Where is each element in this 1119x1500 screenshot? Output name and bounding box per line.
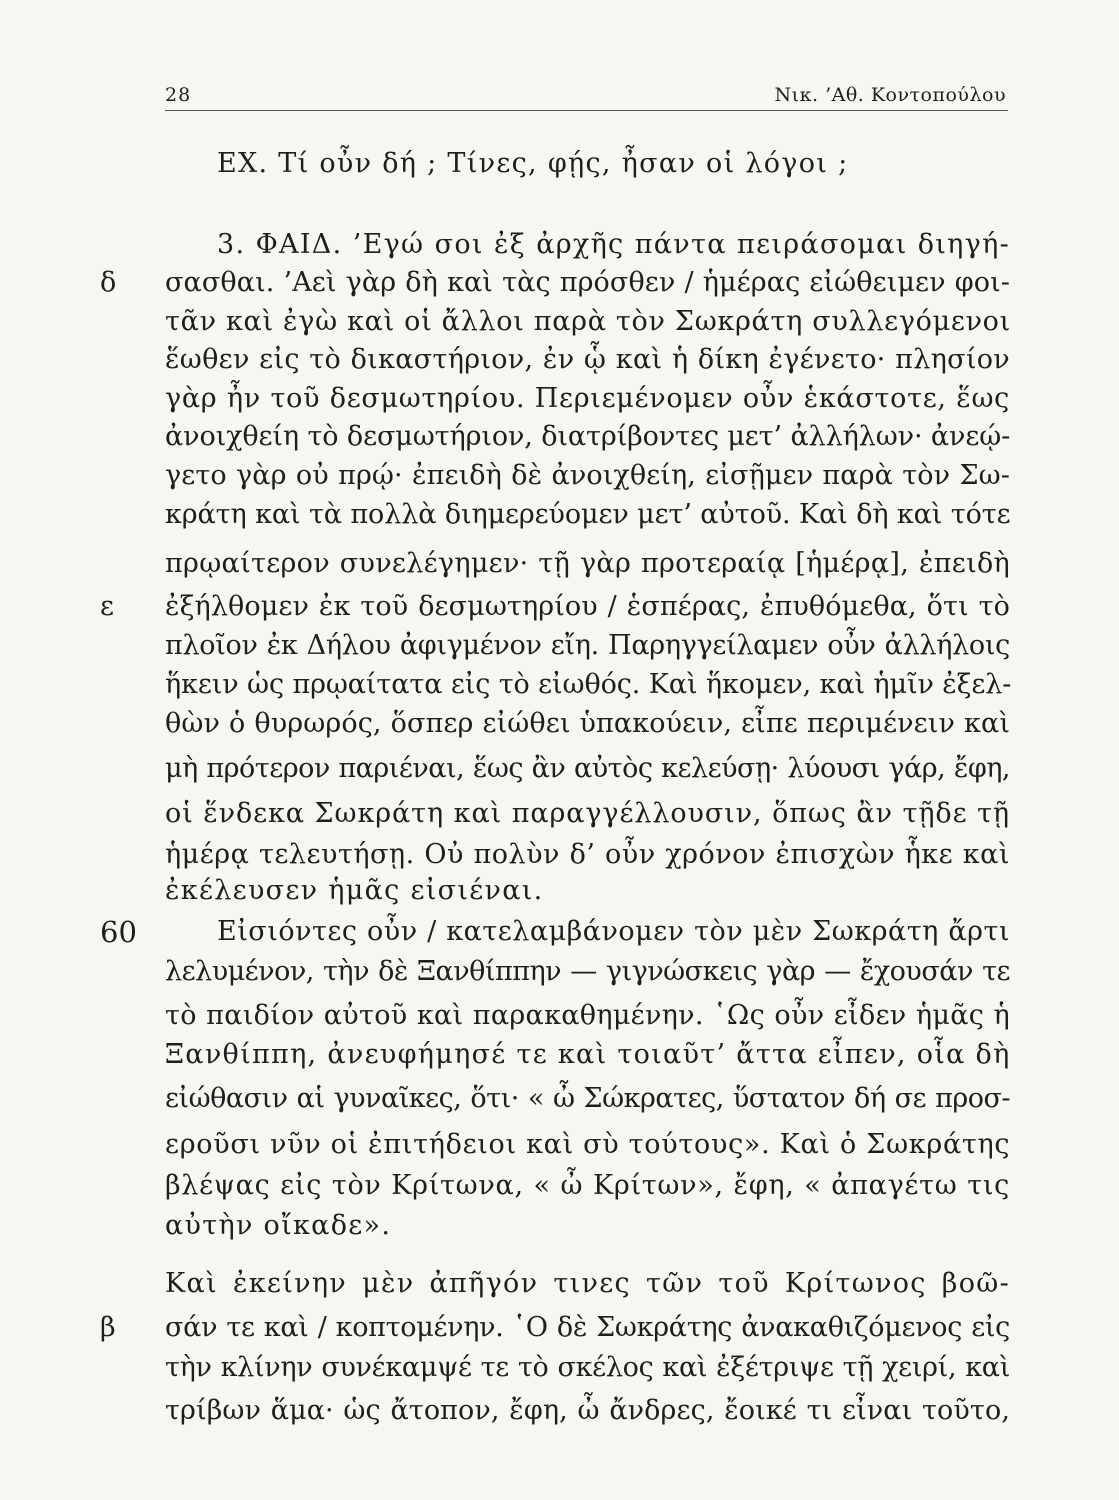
text-line: τρίβων ἅμα· ὡς ἄτοπον, ἔφη, ὦ ἄνδρες, ἔοικέ τι εἶναι τοῦτο, (165, 1395, 1010, 1426)
text-line: γετο γὰρ οὐ πρῴ· ἐπειδὴ δὲ ἀνοιχθείη, εἰσῇμεν παρὰ τὸν Σω- (165, 460, 1010, 491)
margin-mark-beta: β (100, 1312, 116, 1343)
text-line: θὼν ὁ θυρωρός, ὅσπερ εἰώθει ὑπακούειν, εἶπε περιμένειν καὶ (165, 708, 1010, 739)
text-line: ΕΧ. Τί οὖν δή ; Τίνες, φῄς, ἦσαν οἱ λόγοι ; (217, 148, 849, 179)
text-line: ἀνοιχθείη τὸ δεσμωτήριον, διατρίβοντες μετ’ ἀλλήλων· ἀνεῴ- (165, 421, 1011, 452)
text-line: ἕωθεν εἰς τὸ δικαστήριον, ἐν ᾧ καὶ ἡ δίκη ἐγένετο· πλησίον (165, 344, 1010, 375)
text-line: πλοῖον ἐκ Δήλου ἀφιγμένον εἴη. Παρηγγείλαμεν οὖν ἀλλήλοις (165, 630, 1010, 661)
text-line: τᾶν καὶ ἐγὼ καὶ οἱ ἄλλοι παρὰ τὸν Σωκράτη συλλεγόμενοι (165, 306, 1011, 337)
text-line: εροῦσι νῦν οἱ ἐπιτήδειοι καὶ σὺ τούτους». Καὶ ὁ Σωκράτης (165, 1129, 1011, 1160)
text-line: ἐξήλθομεν ἐκ τοῦ δεσμωτηρίου / ἑσπέρας, ἐπυθόμεθα, ὅτι τὸ (165, 591, 1010, 622)
text-line: οἱ ἕνδεκα Σωκράτη καὶ παραγγέλλουσιν, ὅπως ἂν τῇδε τῇ (165, 798, 1010, 829)
text-line: Καὶ ἐκείνην μὲν ἀπῆγόν τινες τῶν τοῦ Κρίτωνος βοῶ- (165, 1268, 1010, 1299)
text-line: αὐτὴν οἴκαδε». (165, 1210, 392, 1241)
text-line: κράτη καὶ τὰ πολλὰ διημερεύομεν μετ’ αὐτοῦ. Καὶ δὴ καὶ τότε (165, 499, 1011, 530)
margin-mark-delta: δ (100, 267, 117, 298)
text-line: 3. ΦΑΙΔ. ’Εγώ σοι ἐξ ἀρχῆς πάντα πειράσομαι διηγή- (217, 229, 1010, 260)
page-header (165, 80, 1008, 111)
text-line: ἥκειν ὡς πρῳαίτατα εἰς τὸ εἰωθός. Καὶ ἥκομεν, καὶ ἡμῖν ἐξελ- (165, 669, 1012, 700)
margin-mark-line-60: 60 (100, 915, 137, 949)
text-line: βλέψας εἰς τὸν Κρίτωνα, « ὦ Κρίτων», ἔφη, « ἀπαγέτω τις (165, 1170, 1010, 1201)
text-line: λελυμένον, τὴν δὲ Ξανθίππην — γιγνώσκεις γὰρ — ἔχουσάν τε (165, 956, 1010, 987)
margin-mark-epsilon: ε (100, 591, 114, 622)
text-line: τὴν κλίνην συνέκαμψέ τε τὸ σκέλος καὶ ἐξέτριψε τῇ χειρί, καὶ (165, 1352, 1010, 1383)
running-title: Νικ. ’Αθ. Κοντοπούλου (774, 84, 1006, 106)
text-line: πρῳαίτερον συνελέγημεν· τῇ γὰρ προτεραίᾳ [ἡμέρᾳ], ἐπειδὴ (165, 548, 1010, 579)
text-line: σάν τε καὶ / κοπτομένην. ῾Ο δὲ Σωκράτης ἀνακαθιζόμενος εἰς (165, 1312, 1010, 1343)
text-line: Εἰσιόντες οὖν / κατελαμβάνομεν τὸν μὲν Σωκράτη ἄρτι (217, 916, 1010, 947)
text-line: ἡμέρᾳ τελευτήσῃ. Οὐ πολὺν δ’ οὖν χρόνον ἐπισχὼν ἧκε καὶ (165, 839, 1010, 870)
text-line: σασθαι. ’Αεὶ γὰρ δὴ καὶ τὰς πρόσθεν / ἡμέρας εἰώθειμεν φοι- (165, 267, 1010, 298)
text-line: εἰώθασιν αἱ γυναῖκες, ὅτι· « ὦ Σώκρατες, ὕστατον δή σε προσ- (165, 1083, 1010, 1114)
text-line: ἐκέλευσεν ἡμᾶς εἰσιέναι. (165, 875, 544, 906)
text-line: Ξανθίππη, ἀνευφήμησέ τε καὶ τοιαῦτ’ ἄττα εἶπεν, οἷα δὴ (165, 1039, 1011, 1070)
page-number: 28 (165, 84, 192, 106)
text-line: γὰρ ἦν τοῦ δεσμωτηρίου. Περιεμένομεν οὖν ἑκάστοτε, ἕως (165, 383, 1010, 414)
text-line: μὴ πρότερον παριέναι, ἕως ἂν αὐτὸς κελεύσῃ· λύουσι γάρ, ἔφη, (165, 753, 1010, 784)
text-line: τὸ παιδίον αὐτοῦ καὶ παρακαθημένην. ῾Ως οὖν εἶδεν ἡμᾶς ἡ (165, 1000, 1010, 1031)
